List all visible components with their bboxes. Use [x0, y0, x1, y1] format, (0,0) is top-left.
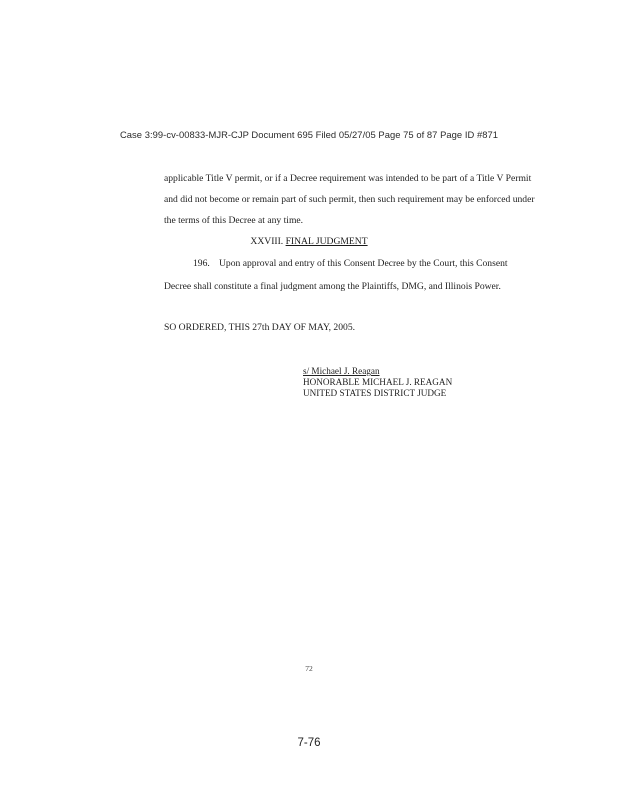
signature-title: HONORABLE MICHAEL J. REAGAN — [303, 377, 453, 387]
section-title: FINAL JUDGMENT — [285, 236, 368, 247]
paragraph-number: 196. — [193, 258, 210, 269]
signature-court: UNITED STATES DISTRICT JUDGE — [303, 388, 447, 398]
section-number: XXVIII. — [250, 236, 284, 247]
body-line-1: applicable Title V permit, or if a Decree requirement was intended to be part of a Title V Permit — [164, 173, 532, 184]
body-line-2: and did not become or remain part of such permit, then such requirement may be enforced under — [164, 194, 535, 205]
section-heading — [0, 236, 618, 247]
signature-name: s/ Michael J. Reagan — [303, 366, 380, 376]
document-header: Case 3:99-cv-00833-MJR-CJP Document 695 Filed 05/27/05 Page 75 of 87 Page ID #871 — [119, 129, 499, 140]
paragraph-line-2: Decree shall constitute a final judgment among the Plaintiffs, DMG, and Illinois Power. — [164, 281, 501, 292]
order-line: SO ORDERED, THIS 27th DAY OF MAY, 2005. — [164, 322, 356, 333]
paragraph-line-1: Upon approval and entry of this Consent Decree by the Court, this Consent — [219, 258, 508, 269]
body-line-3: the terms of this Decree at any time. — [164, 215, 304, 226]
page-number: 72 — [305, 664, 313, 673]
footer-page-number: 7-76 — [297, 737, 321, 749]
